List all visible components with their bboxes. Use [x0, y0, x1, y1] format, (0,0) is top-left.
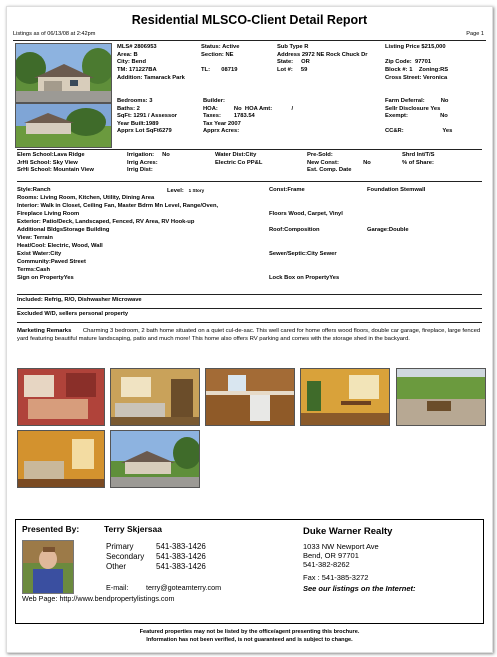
gallery-photo-front-yard	[110, 430, 200, 488]
divider-1	[17, 149, 482, 150]
listing-col-4: Listing Price $215,000 Zip Code: 97701 Block #: 1 Zoning:RS	[385, 44, 449, 73]
office-name: Duke Warner Realty	[303, 526, 393, 537]
main-house-photo	[15, 43, 112, 103]
cross-street: Cross Street: Veronica	[385, 75, 448, 81]
gallery-photo-living-room	[110, 368, 200, 426]
listing-date: Listings as of 06/13/08 at 2:42pm	[13, 31, 96, 37]
presented-by-label: Presented By:	[22, 524, 80, 534]
header-divider	[13, 40, 486, 41]
report-page	[6, 6, 493, 653]
listing-col-2: Status: Active Section: NE TL: 08719	[201, 44, 240, 73]
addition: Addition: Tamarack Park	[117, 75, 185, 81]
agent-name: Terry Skjersaa	[104, 524, 162, 534]
divider-5	[17, 322, 482, 323]
gallery-photo-dining	[300, 368, 390, 426]
details-block: Bedrooms: 3 Baths: 2 SqFt: 1291 / Assessor Year Built:1989 Apprx Lot SqFt6279 Builder: HOA: No HOA Amt: / Taxes: 1783.54 Tax Year 2007 Apprx Acres: Farm Deferral: No Sellr Disclosure Yes Exempt: No CC&R: Yes	[117, 98, 453, 135]
footer-disclaimer-1: Featured properties may not be listed by the office/agent presenting this brochure.	[139, 629, 360, 635]
divider-3	[17, 294, 482, 295]
listing-col-1: MLS# 2806953 Area: B City: Bend TM: 171227BA	[117, 44, 157, 73]
divider-2	[17, 181, 482, 182]
office-tagline: See our listings on the Internet:	[303, 584, 416, 593]
agent-card	[15, 519, 484, 624]
listing-col-3: Sub Type R Address 2972 NE Rock Chuck Dr State: OR Lot #: 59	[277, 44, 368, 73]
report-title: Residential MLSCO-Client Detail Report	[131, 13, 368, 27]
agent-secondary-phone: 541-383-1426	[156, 552, 206, 561]
office-address: 1033 NW Newport Ave Bend, OR 97701 541-382-8262	[303, 542, 379, 570]
excluded: Excluded W/D, sellers personal property	[17, 311, 129, 317]
secondary-house-photo	[15, 103, 112, 148]
agent-web-row: Web Page: http://www.bendpropertylistings.com	[22, 594, 175, 603]
schools-block: Elem School:Lava Ridge JrHi School: Sky View SrHi School: Mountain View Irrigation: No Irrig Acres: Irrig Dist: Water Dist:City Electric Co PP&L Pre-Sold: New Const: No Est. Comp. Date Shrd Int/T/S % of Share:	[17, 152, 435, 174]
included: Included: Refrig, R/O, Dishwasher Microwave	[17, 297, 142, 303]
agent-phones: Primary 541-383-1426 Secondary 541-383-1426 Other 541-383-1426	[106, 542, 206, 571]
gallery-photo-patio	[396, 368, 486, 426]
divider-4	[17, 308, 482, 309]
footer-disclaimer-2: Information has not been verified, is not guaranteed and is subject to change.	[146, 637, 353, 643]
agent-web-link[interactable]: http://www.bendpropertylistings.com	[59, 594, 175, 603]
agent-email-link[interactable]: terry@goteamterry.com	[146, 583, 222, 592]
features-block: Style:Ranch Level: 1 Story Const:Frame Foundation Stemwall Rooms: Living Room, Kitchen, Utility, Dining Area Interior: Walk in Closet, Ceiling Fan, Master Bdrm Mn Level, Range/Oven, Fireplace Living Room Floors Wood, Carpet, Vinyl Exterior: Patio/Deck, Landscaped, Fenced, RV Area, RV Hook-up Additional BldgsStorage Building Roof:Composition Garage:Double View: Terrain Heat/Cool: Electric, Wood, Wall Exist Water:City Sewer/Septic:City Sewer Community:Paved Street Terms:Cash Sign on PropertyYes Lock Box on PropertyYes	[17, 187, 426, 281]
remarks-label: Marketing Remarks	[17, 328, 72, 334]
agent-email-row: E-mail: terry@goteamterry.com	[106, 583, 222, 592]
marketing-remarks	[17, 327, 485, 344]
remarks-text: Charming 3 bedroom, 2 bath home situated on a quiet cul-de-sac. This well cared for home offers wood floors, double car garage, fireplace, large fenced yard featuring beautiful mature landscaping, patio and much more! This home also offers RV parking and comes with the storage shed in the backyard.	[17, 328, 481, 343]
page-number: Page 1	[466, 31, 484, 37]
agent-photo	[22, 540, 74, 594]
office-fax: Fax : 541-385-3272	[303, 573, 369, 582]
gallery-photo-bedroom	[17, 368, 105, 426]
gallery-photo-family-room	[17, 430, 105, 488]
agent-other-phone: 541-383-1426	[156, 562, 206, 571]
gallery-photo-kitchen	[205, 368, 295, 426]
agent-primary-phone: 541-383-1426	[156, 542, 206, 551]
